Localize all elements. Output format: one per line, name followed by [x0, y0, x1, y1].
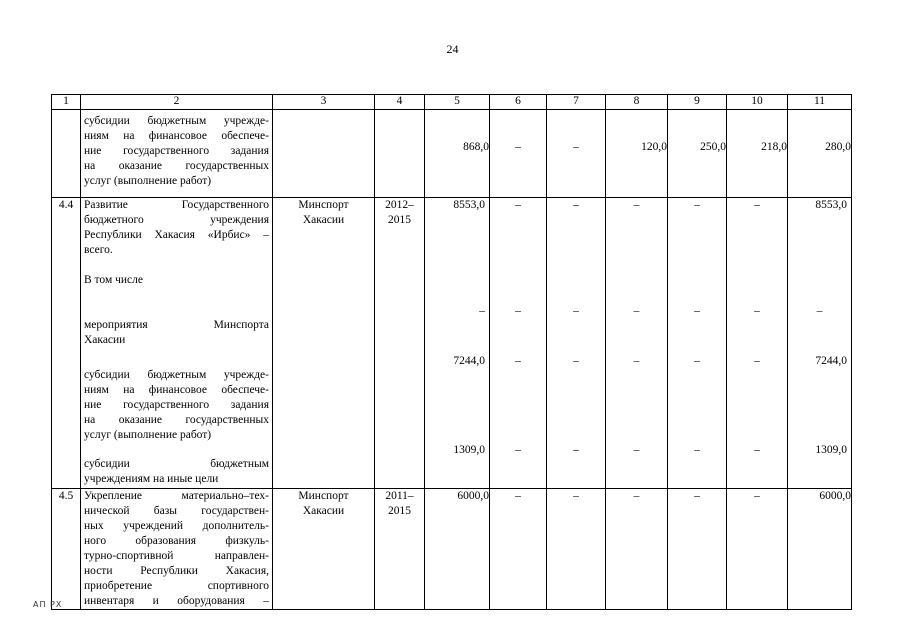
value-column-9 — [668, 198, 727, 489]
column-header: 10 — [727, 95, 788, 110]
period-cell — [375, 110, 425, 198]
value-cell: 120,0 — [606, 110, 668, 198]
value-cell: – — [515, 355, 521, 367]
value-cell: – — [633, 305, 640, 317]
value-cell: 8553,0 — [453, 199, 485, 211]
value-cell: – — [515, 444, 521, 456]
period-cell: 2011– 2015 — [375, 489, 425, 610]
page-number: 24 — [446, 42, 459, 56]
value-cell: – — [490, 489, 547, 610]
value-cell: – — [490, 110, 547, 198]
column-header: 5 — [425, 95, 490, 110]
value-cell: – — [633, 355, 640, 367]
value-cell: 1309,0 — [815, 444, 847, 456]
value-cell: – — [515, 199, 521, 211]
value-cell: – — [727, 489, 788, 610]
value-cell: – — [573, 355, 579, 367]
column-header: 4 — [375, 95, 425, 110]
value-cell: – — [547, 110, 606, 198]
value-cell: – — [754, 305, 760, 317]
value-cell: 868,0 — [425, 110, 490, 198]
description-cell: субсидии бюджетным учрежде- ниям на финансовое обеспече- ние государственного задания на оказание государственных услуг (выполнение работ) — [81, 110, 273, 198]
value-cell: 6000,0 — [788, 489, 852, 610]
responsible-cell: Минспорт Хакасии — [273, 198, 375, 489]
value-column-6 — [490, 198, 547, 489]
column-header: 9 — [668, 95, 727, 110]
value-cell: 8553,0 — [815, 199, 847, 211]
description-cell: Развитие Государственного бюджетного учреждения Республики Хакасия «Ирбис» – всего. В том числе мероприятия Минспорта Хакасии субсидии бюджетным учрежде- ниям на финансовое обеспече- ние государственного задания на оказание государственных услуг (выполнение работ) субсидии бюджетным учреждениям на иные цели — [81, 198, 273, 489]
value-cell: 218,0 — [727, 110, 788, 198]
value-cell: 7244,0 — [453, 355, 485, 367]
value-column-10 — [727, 198, 788, 489]
table-row — [52, 110, 852, 198]
value-cell: – — [547, 489, 606, 610]
value-column-8 — [606, 198, 668, 489]
value-column-5 — [425, 198, 490, 489]
column-header: 1 — [52, 95, 81, 110]
footer-code: АП РХ — [33, 600, 63, 609]
value-cell: – — [573, 444, 579, 456]
row-number-cell: 4.4 — [52, 198, 81, 489]
table-row — [52, 489, 852, 610]
period-cell: 2012– 2015 — [375, 198, 425, 489]
description-cell: Укрепление материально–тех- нической базы государствен- ных учреждений дополнитель- ного образования физкуль- турно-спортивной направлен- ности Республики Хакасия, приобретение спортивного инвентаря и оборудования – — [81, 489, 273, 610]
column-header: 3 — [273, 95, 375, 110]
value-cell: – — [479, 305, 485, 317]
row-number-cell: 4.5 — [52, 489, 81, 610]
value-cell: 7244,0 — [815, 355, 847, 367]
value-cell: – — [694, 199, 700, 211]
value-cell: – — [573, 199, 579, 211]
value-cell: – — [633, 444, 640, 456]
value-cell: – — [754, 355, 760, 367]
value-cell: – — [573, 305, 579, 317]
value-cell: – — [633, 199, 640, 211]
value-column-7 — [547, 198, 606, 489]
value-cell: – — [515, 305, 521, 317]
column-header: 8 — [606, 95, 668, 110]
value-cell: – — [694, 444, 700, 456]
responsible-cell: Минспорт Хакасии — [273, 489, 375, 610]
value-cell: 1309,0 — [453, 444, 485, 456]
value-cell: – — [694, 305, 700, 317]
value-cell: 280,0 — [788, 110, 852, 198]
value-cell: – — [816, 305, 823, 317]
table-row — [52, 198, 852, 489]
table-header-row — [52, 95, 852, 110]
responsible-cell — [273, 110, 375, 198]
value-cell: – — [754, 444, 760, 456]
row-number-cell — [52, 110, 81, 198]
value-cell: – — [754, 199, 760, 211]
value-cell: – — [606, 489, 668, 610]
value-cell: 250,0 — [668, 110, 727, 198]
column-header: 2 — [81, 95, 273, 110]
column-header: 7 — [547, 95, 606, 110]
value-cell: 6000,0 — [425, 489, 490, 610]
column-header: 6 — [490, 95, 547, 110]
value-cell: – — [668, 489, 727, 610]
value-cell: – — [694, 355, 700, 367]
program-table — [51, 94, 852, 610]
value-column-11 — [788, 198, 852, 489]
column-header: 11 — [788, 95, 852, 110]
